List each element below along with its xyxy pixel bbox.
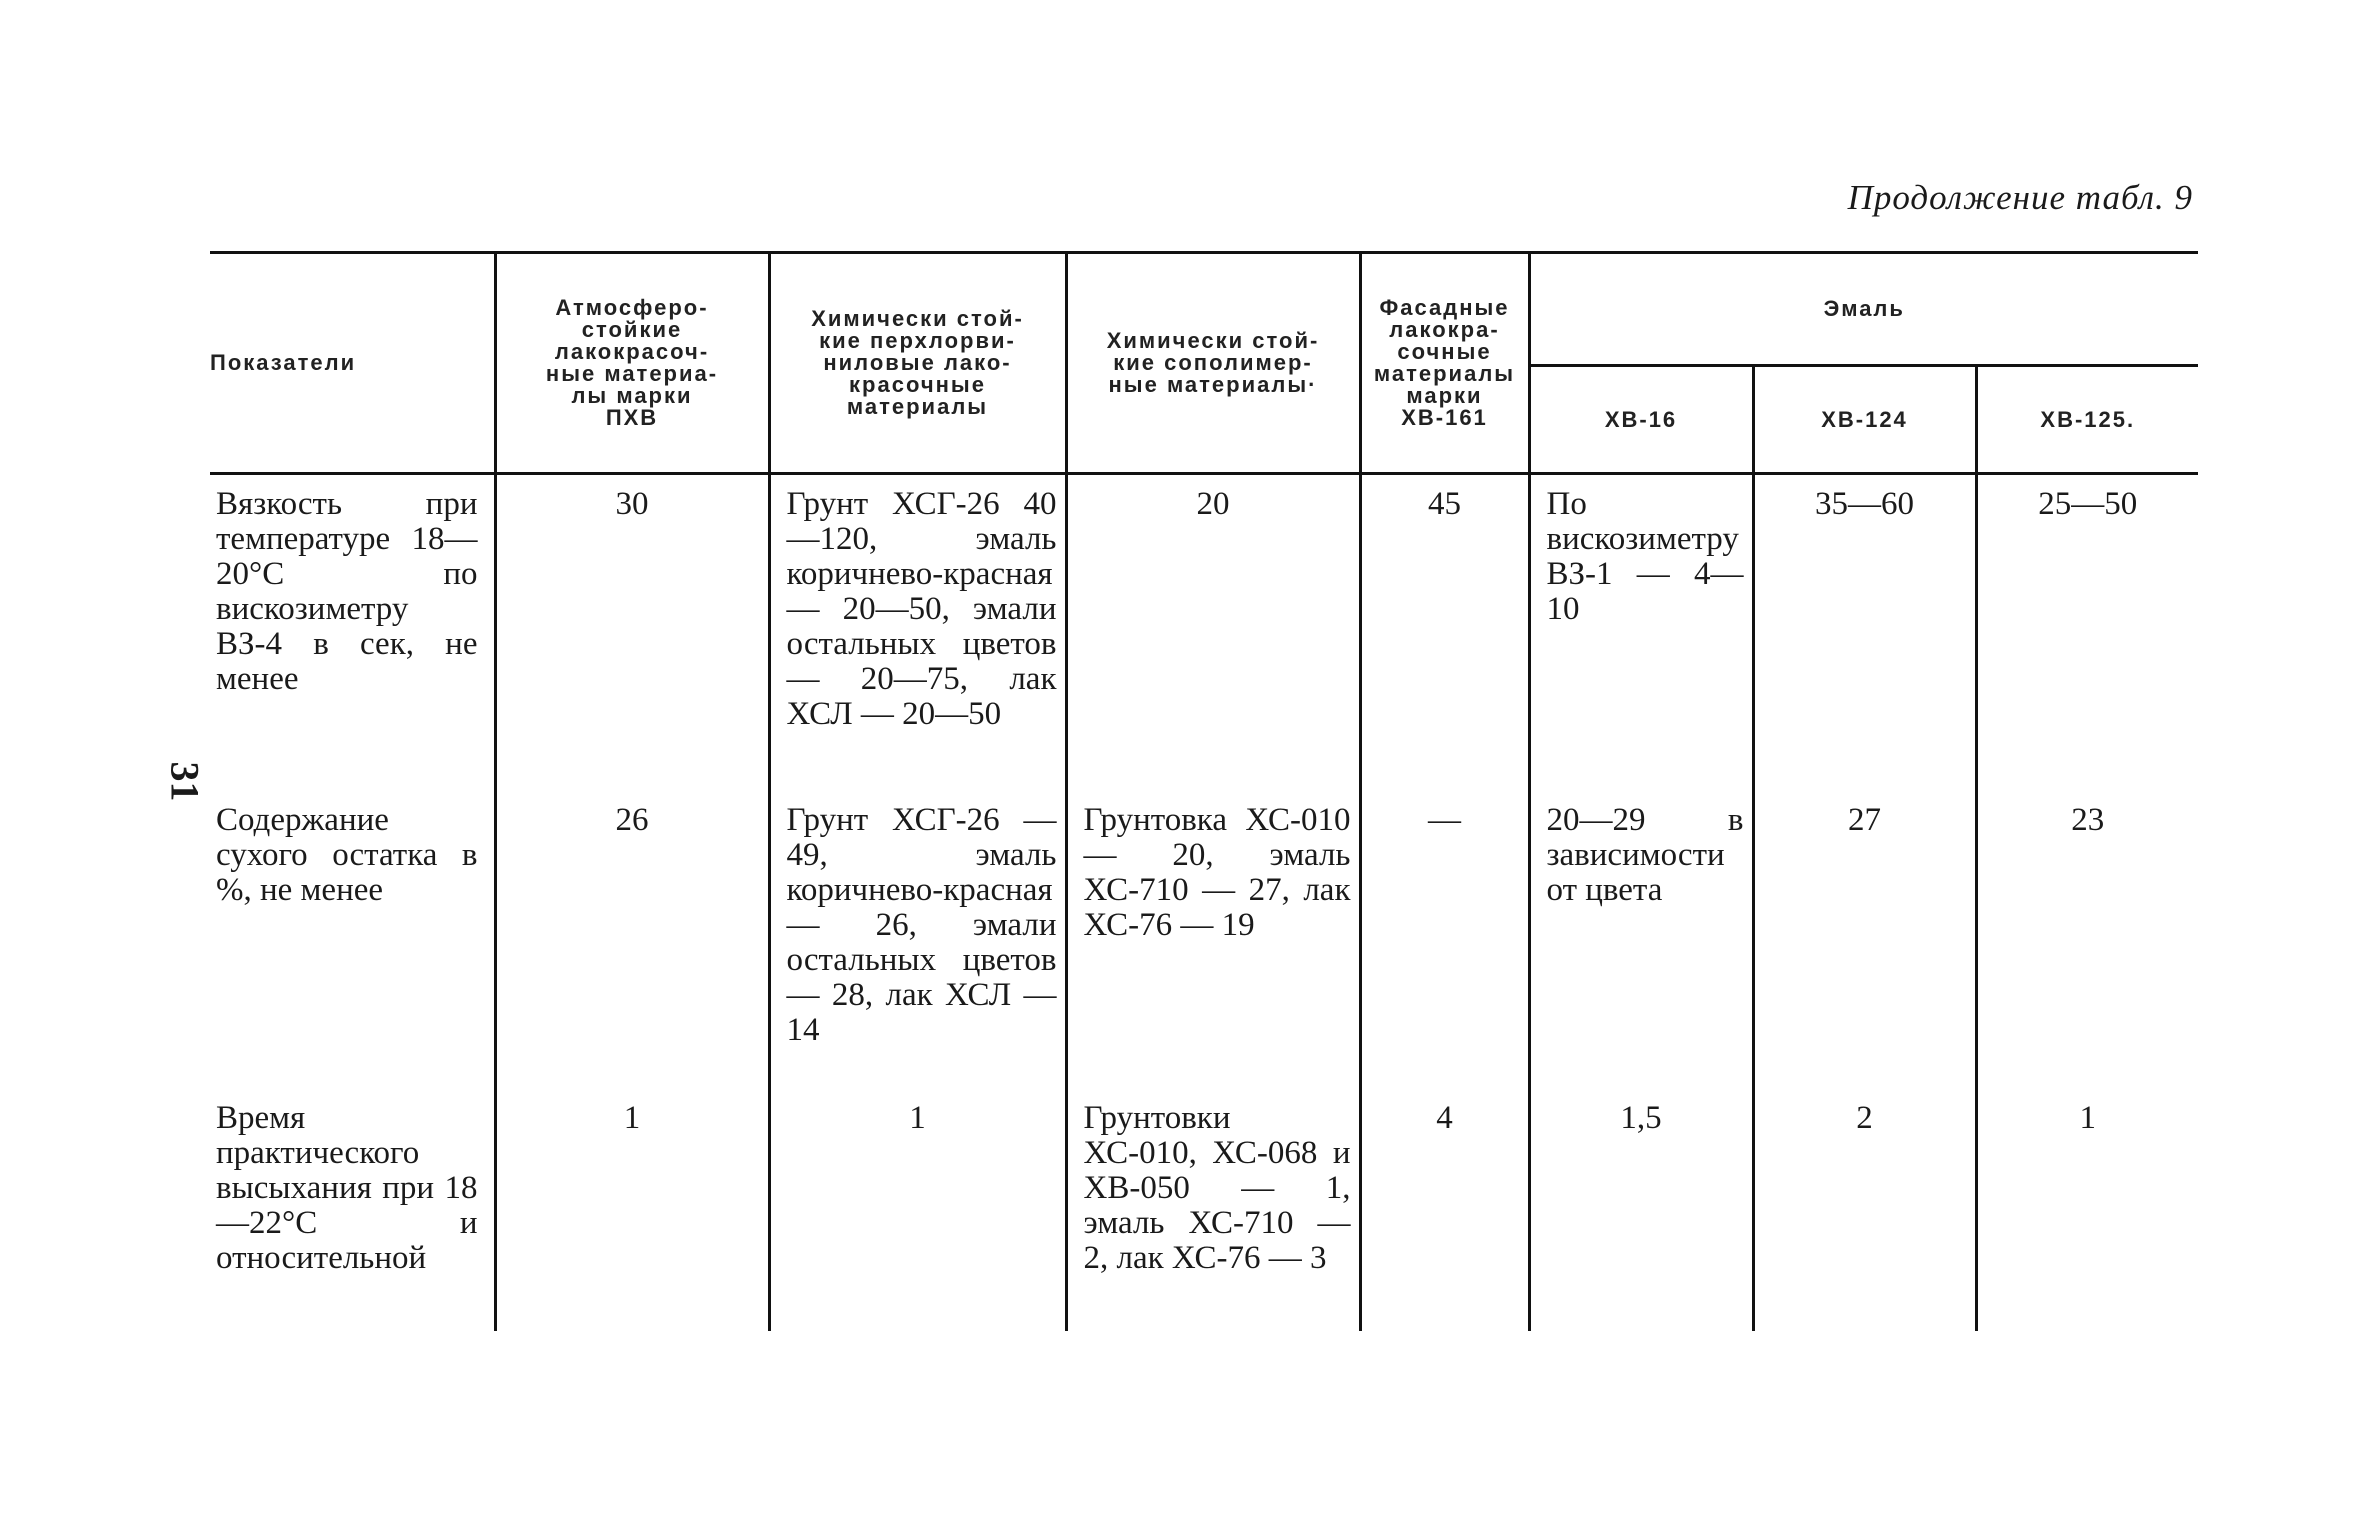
header-copolymer-materials: Химически стой- кие сополимер- ные материалы· [1066, 253, 1360, 474]
hv125-cell: 25—50 [1976, 474, 2198, 792]
table-row [210, 791, 2198, 1089]
indicator-cell: Вязкость при температуре 18—20°С по вискозиметру ВЗ-4 в сек, не менее [216, 486, 478, 697]
perchlorovinyl-cell: 1 [769, 1089, 1066, 1331]
header-enamel: Эмаль [1529, 253, 2198, 366]
indicator-cell: Содержание сухого остатка в %, не менее [216, 802, 478, 908]
copolymer-cell: Грунтовка ХС-010 — 20, эмаль ХС-710 — 27, лак ХС-76 — 19 [1066, 791, 1360, 1089]
table-row [210, 474, 2198, 792]
header-facade-materials: Фасадные лакокра- сочные материалы марки ХВ-161 [1360, 253, 1529, 474]
hv124-cell: 35—60 [1753, 474, 1976, 792]
facade-cell: 45 [1360, 474, 1529, 792]
header-hv124: ХВ-124 [1753, 366, 1976, 474]
copolymer-cell: 20 [1066, 474, 1360, 792]
table-caption: Продолжение табл. 9 [1847, 178, 2193, 217]
hv124-cell: 2 [1753, 1089, 1976, 1331]
facade-cell: — [1360, 791, 1529, 1089]
pvc-cell: 30 [495, 474, 769, 792]
hv125-cell: 1 [1976, 1089, 2198, 1331]
indicator-cell: Время практического высыхания при 18—22°С и относительной [216, 1100, 478, 1276]
page-number: 31 [162, 761, 208, 802]
hv16-cell: 20—29 в зависимости от цвета [1529, 791, 1753, 1089]
pvc-cell: 26 [495, 791, 769, 1089]
hv125-cell: 23 [1976, 791, 2198, 1089]
header-hv125: ХВ-125. [1976, 366, 2198, 474]
copolymer-cell: Грунтовки ХС-010, ХС-068 и ХВ-050 — 1, эмаль ХС-710 — 2, лак ХС-76 — 3 [1066, 1089, 1360, 1331]
header-perchlorovinyl-materials: Химически стой- кие перхлорви- ниловые лако- красочные материалы [769, 253, 1066, 474]
hv16-cell: По вискозиметру ВЗ-1 — 4—10 [1529, 474, 1753, 792]
perchlorovinyl-cell: Грунт ХСГ-26 — 49, эмаль коричнево-красная — 26, эмали остальных цветов — 28, лак ХСЛ — 14 [769, 791, 1066, 1089]
header-hv16: ХВ-16 [1529, 366, 1753, 474]
header-indicators: Показатели [210, 253, 495, 474]
header-pvc-materials: Атмосферо- стойкие лакокрасоч- ные материа- лы марки ПХВ [495, 253, 769, 474]
pvc-cell: 1 [495, 1089, 769, 1331]
facade-cell: 4 [1360, 1089, 1529, 1331]
header-row [210, 253, 2198, 366]
perchlorovinyl-cell: Грунт ХСГ-26 40—120, эмаль коричнево-красная — 20—50, эмали остальных цветов — 20—75, лак ХСЛ — 20—50 [769, 474, 1066, 792]
table-row [210, 1089, 2198, 1331]
hv124-cell: 27 [1753, 791, 1976, 1089]
hv16-cell: 1,5 [1529, 1089, 1753, 1331]
properties-table [210, 251, 2198, 1331]
